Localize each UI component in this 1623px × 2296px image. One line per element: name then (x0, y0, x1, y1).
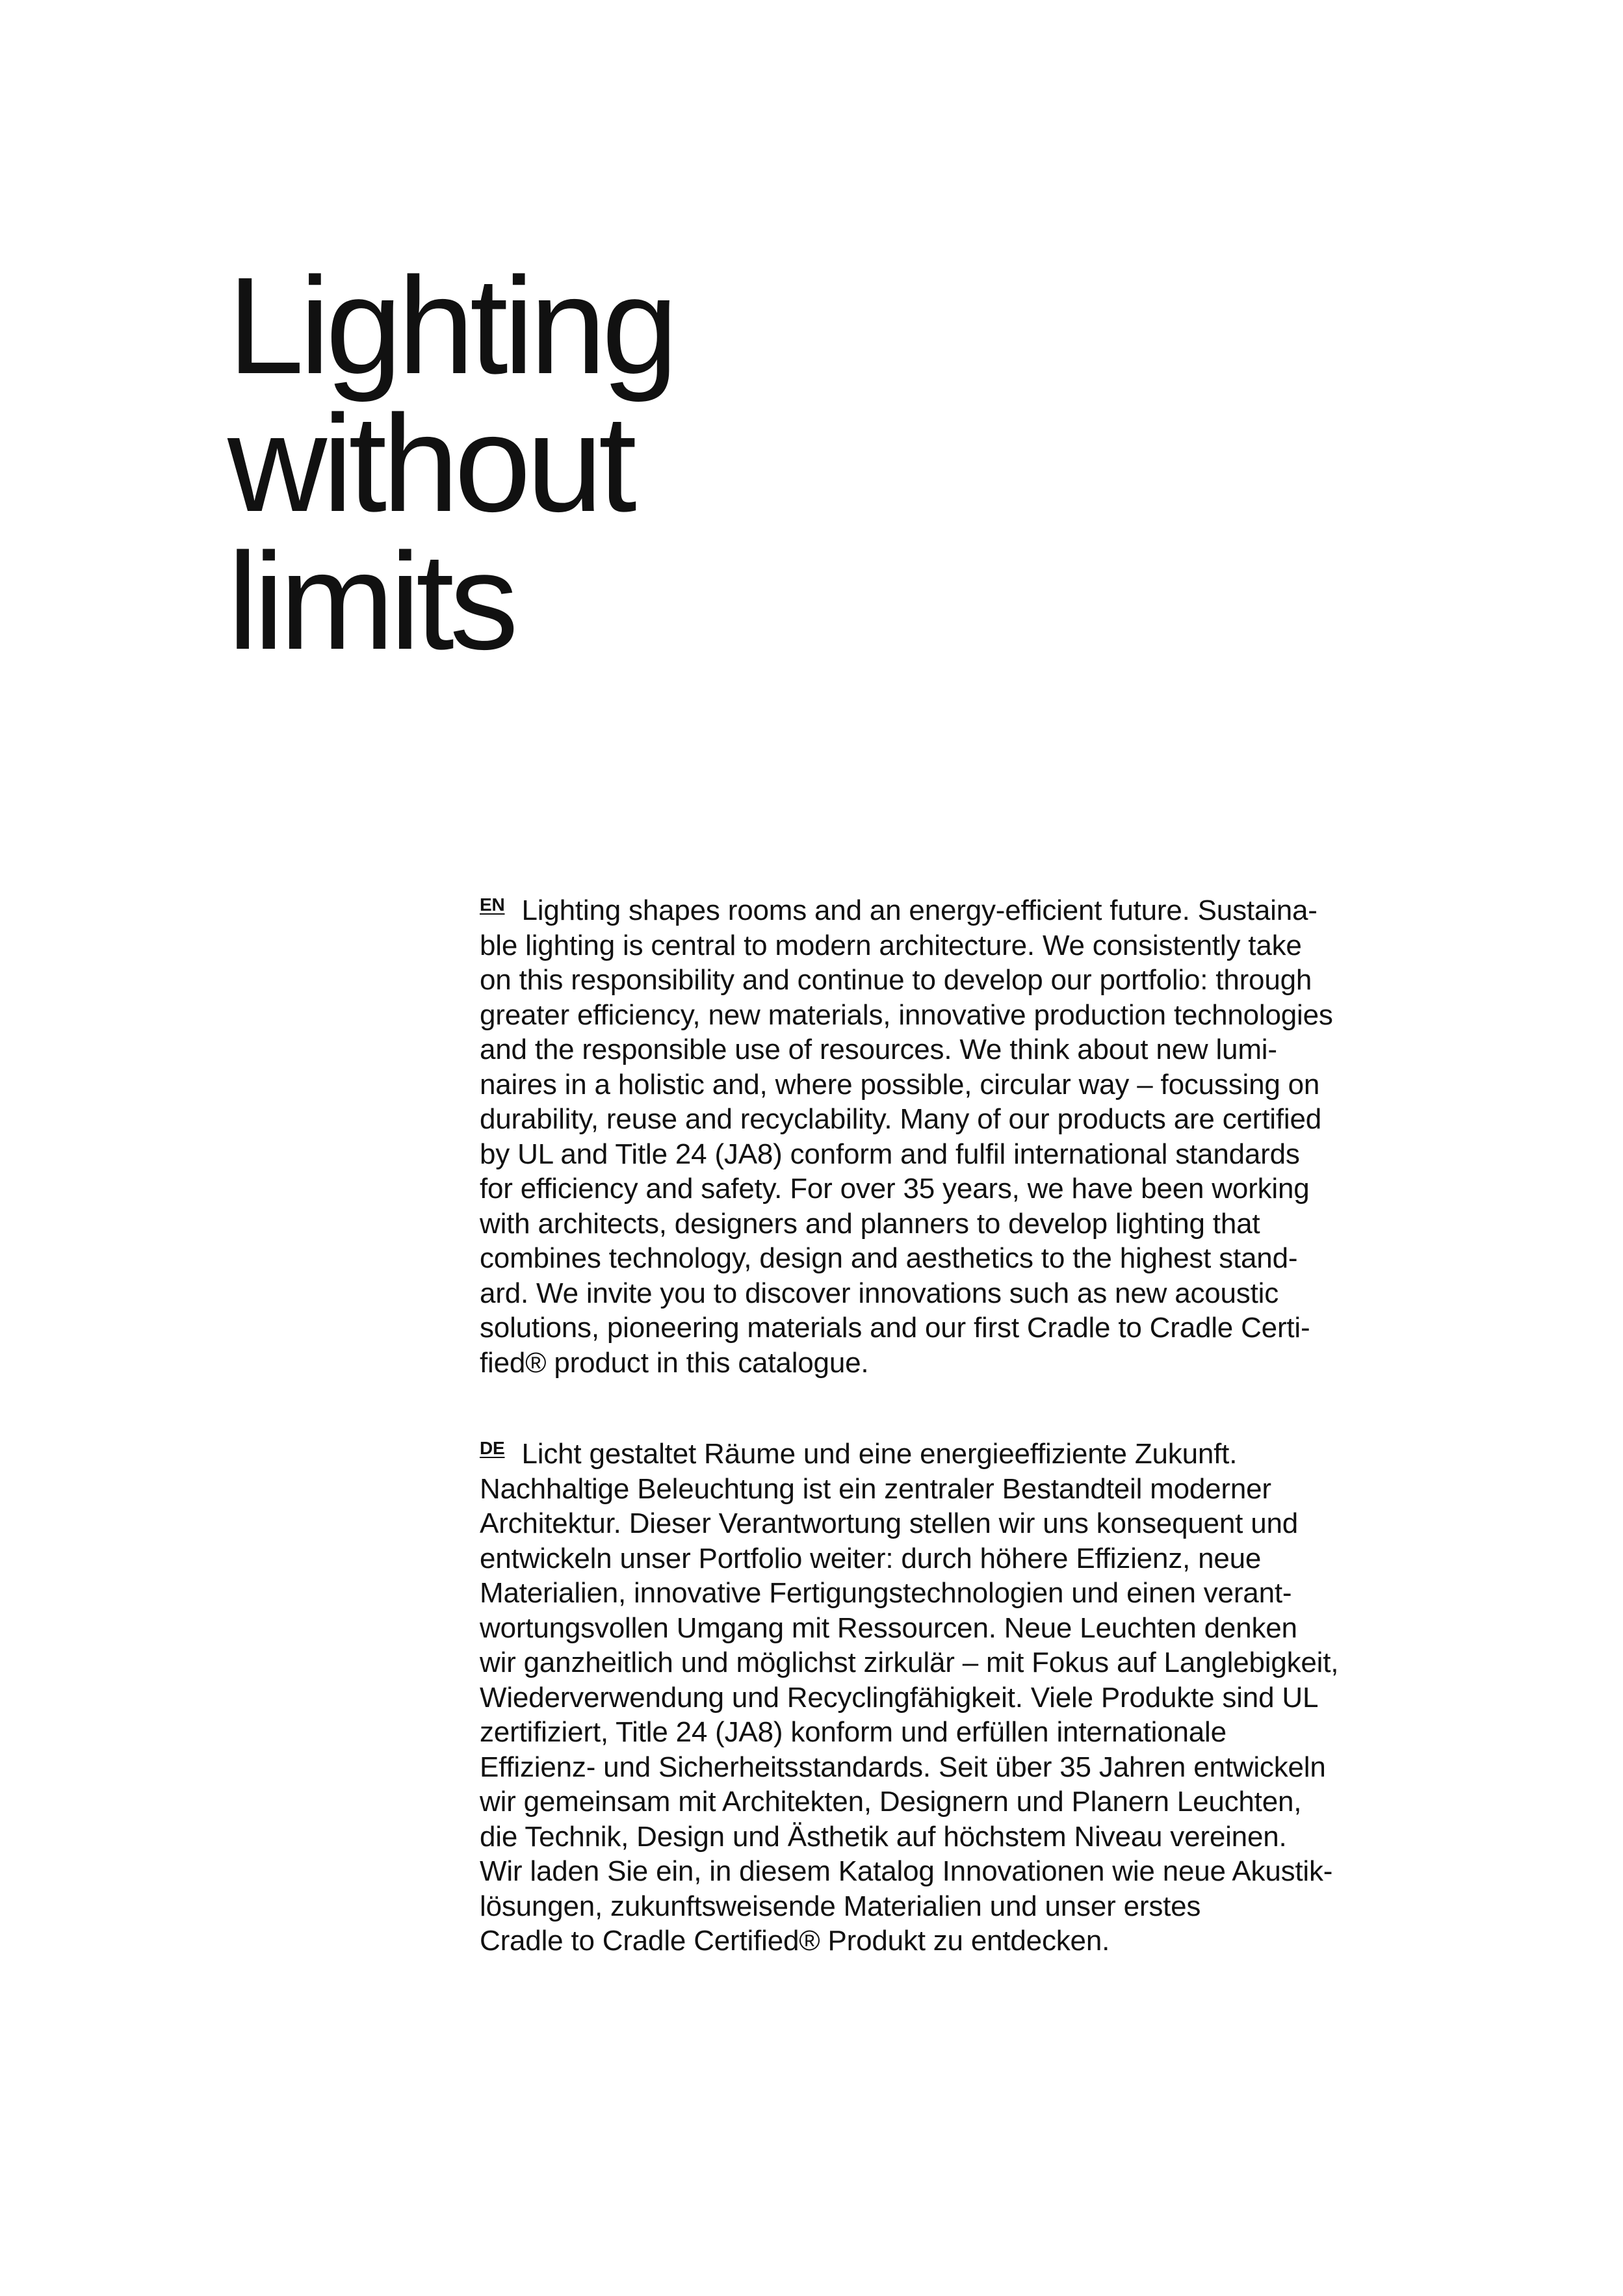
page-title (227, 248, 674, 678)
text-line: wortungsvollen Umgang mit Ressourcen. Neue Leuchten denken (480, 1611, 1297, 1644)
text-line: durability, reuse and recyclability. Many of our products are certified (480, 1103, 1321, 1135)
language-tag-de: DE (480, 1438, 505, 1458)
text-line: wir ganzheitlich und möglichst zirkulär – mit Fokus auf Langlebigkeit, (480, 1647, 1339, 1678)
text-line: entwickeln unser Portfolio weiter: durch höhere Effizienz, neue (480, 1542, 1262, 1574)
text-line: Architektur. Dieser Verantwortung stellen wir uns konsequent und (480, 1507, 1299, 1539)
text-line: with architects, designers and planners to develop lighting that (480, 1207, 1260, 1240)
text-line: Nachhaltige Beleuchtung ist ein zentraler Bestandteil moderner (480, 1472, 1271, 1505)
language-tag-en: EN (480, 894, 505, 915)
text-line: wir gemeinsam mit Architekten, Designern und Planern Leuchten, (480, 1786, 1302, 1818)
text-line: zertifiziert, Title 24 (JA8) konform und erfüllen internationale (480, 1716, 1227, 1748)
text-line-content: Lighting shapes rooms and an energy-efficient future. Sustaina- (521, 894, 1318, 926)
title-line: limits (227, 524, 514, 678)
text-line: ard. We invite you to discover innovations such as new acoustic (480, 1277, 1279, 1309)
text-line (480, 893, 1442, 928)
text-line-content: Licht gestaltet Räume und eine energieeffiziente Zukunft. (521, 1438, 1238, 1470)
text-line: combines technology, design and aesthetics to the highest stand- (480, 1242, 1298, 1274)
title-line: without (227, 386, 632, 540)
text-line: Effizienz- und Sicherheitsstandards. Seit über 35 Jahren entwickeln (480, 1751, 1326, 1783)
text-line: for efficiency and safety. For over 35 years, we have been working (480, 1173, 1310, 1205)
text-line: naires in a holistic and, where possible, circular way – focussing on (480, 1068, 1320, 1101)
text-line: die Technik, Design und Ästhetik auf höchstem Niveau vereinen. (480, 1820, 1287, 1853)
english-text-block (480, 893, 1442, 1380)
text-line: lösungen, zukunftsweisende Materialien und unser erstes (480, 1890, 1201, 1922)
text-line: fied® product in this catalogue. (480, 1346, 869, 1379)
text-line: Wiederverwendung und Recyclingfähigkeit. Viele Produkte sind UL (480, 1681, 1319, 1714)
text-line: Cradle to Cradle Certified® Produkt zu entdecken. (480, 1925, 1110, 1957)
text-line: Wir laden Sie ein, in diesem Katalog Innovationen wie neue Akustik- (480, 1855, 1333, 1887)
text-line: ble lighting is central to modern architecture. We consistently take (480, 929, 1302, 961)
text-line: greater efficiency, new materials, innovative production technologies (480, 998, 1333, 1031)
text-line: on this responsibility and continue to develop our portfolio: through (480, 964, 1312, 996)
title-line: Lighting (227, 248, 674, 402)
text-line (480, 1437, 1442, 1472)
text-line: Materialien, innovative Fertigungstechnologien und einen verant- (480, 1577, 1292, 1609)
text-line: by UL and Title 24 (JA8) conform and fulfil international standards (480, 1138, 1300, 1170)
german-text-block (480, 1437, 1442, 1959)
text-line: and the responsible use of resources. We think about new lumi- (480, 1034, 1277, 1065)
text-line: solutions, pioneering materials and our first Cradle to Cradle Certi- (480, 1312, 1310, 1344)
